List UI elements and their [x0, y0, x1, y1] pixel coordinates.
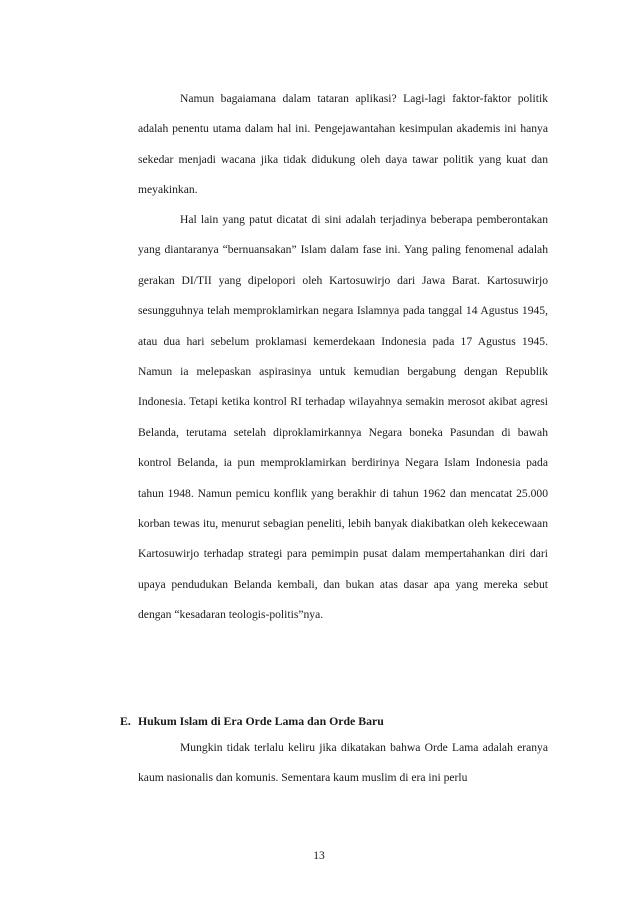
- section-title: Hukum Islam di Era Orde Lama dan Orde Baru: [138, 714, 384, 728]
- section-heading: [120, 706, 384, 736]
- body-text-middle: [138, 205, 548, 631]
- page-number: 13: [313, 849, 325, 862]
- paragraph-orde-lama: Mungkin tidak terlalu keliru jika dikatakan bahwa Orde Lama adalah eranya kaum nasionalis dan komunis. Sementara kaum muslim di era ini perlu: [138, 741, 548, 785]
- paragraph-political-factors: Namun bagaiamana dalam tataran aplikasi? Lagi-lagi faktor-faktor politik adalah penentu utama dalam hal ini. Pengejawantahan kesimpulan akademis ini hanya sekedar menjadi wacana jika tidak didukung oleh daya tawar politik yang kuat dan meyakinkan.: [138, 92, 548, 197]
- section-letter: E.: [120, 714, 131, 728]
- paragraph-di-tii-rebellion: Hal lain yang patut dicatat di sini adalah terjadinya beberapa pemberontakan yang diantaranya “bernuansakan” Islam dalam fase ini. Yang paling fenomenal adalah gerakan DI/TII yang dipelopori oleh Kartosuwirjo dari Jawa Barat. Kartosuwirjo sesungguhnya telah memproklamirkan negara Islamnya pada tanggal 14 Agustus 1945, atau dua hari sebelum proklamasi kemerdekaan Indonesia pada 17 Agustus 1945. Namun ia melepaskan aspirasinya untuk kemudian bergabung dengan Republik Indonesia. Tetapi ketika kontrol RI terhadap wilayahnya semakin merosot akibat agresi Belanda, terutama setelah diproklamirkannya Negara boneka Pasundan di bawah kontrol Belanda, ia pun memproklamirkan berdirinya Negara Islam Indonesia pada tahun 1948. Namun pemicu konflik yang berakhir di tahun 1962 dan mencatat 25.000 korban tewas itu, menurut sebagian peneliti, lebih banyak diakibatkan oleh kekecewaan Kartosuwirjo terhadap strategi para pemimpin pusat dalam mempertahankan diri dari upaya pendudukan Belanda kembali, dan bukan atas dasar apa yang mereka sebut dengan “kesadaran teologis-politis”nya.: [138, 213, 548, 622]
- body-text-top: [138, 84, 548, 206]
- body-text-bottom: [138, 733, 548, 794]
